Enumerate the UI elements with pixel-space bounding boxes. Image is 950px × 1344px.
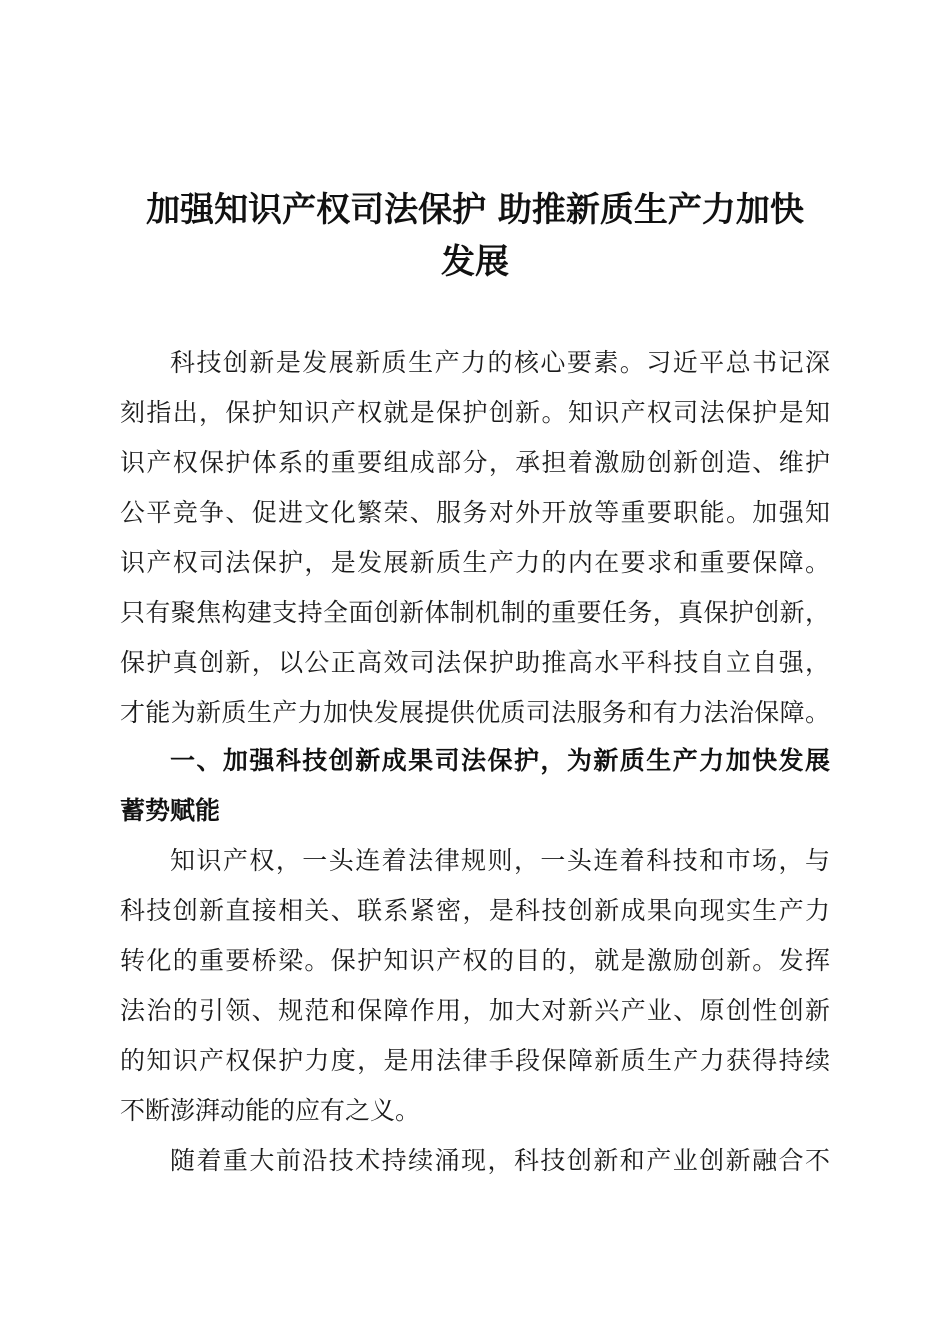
title-line-2: 发展	[441, 242, 509, 282]
paragraph2-line-5: 的知识产权保护力度，是用法律手段保障新质生产力获得持续	[120, 1046, 830, 1075]
paragraph2-line-4: 法治的引领、规范和保障作用，加大对新兴产业、原创性创新	[120, 996, 830, 1025]
paragraph1-line-3: 识产权保护体系的重要组成部分，承担着激励创新创造、维护	[120, 448, 830, 477]
document-title	[100, 184, 850, 288]
paragraph2-line-2: 科技创新直接相关、联系紧密，是科技创新成果向现实生产力	[120, 896, 830, 925]
paragraph2-line-1: 知识产权，一头连着法律规则，一头连着科技和市场，与	[170, 846, 830, 875]
paragraph1-line-6: 只有聚焦构建支持全面创新体制机制的重要任务，真保护创新，	[120, 598, 830, 627]
paragraph1-line-5: 识产权司法保护，是发展新质生产力的内在要求和重要保障。	[120, 548, 830, 577]
paragraph1-line-1: 科技创新是发展新质生产力的核心要素。习近平总书记深	[170, 348, 830, 377]
paragraph1-line-2: 刻指出，保护知识产权就是保护创新。知识产权司法保护是知	[120, 398, 830, 427]
paragraph1-line-7: 保护真创新，以公正高效司法保护助推高水平科技自立自强，	[120, 648, 830, 677]
section-heading-1-line-1: 一、加强科技创新成果司法保护，为新质生产力加快发展	[170, 746, 830, 775]
title-line-1: 加强知识产权司法保护 助推新质生产力加快	[146, 190, 804, 230]
paragraph3-line-1: 随着重大前沿技术持续涌现，科技创新和产业创新融合不	[170, 1146, 830, 1175]
paragraph2-line-6: 不断澎湃动能的应有之义。	[120, 1096, 421, 1125]
section-heading-1-line-2: 蓄势赋能	[120, 796, 221, 825]
paragraph2-line-3: 转化的重要桥梁。保护知识产权的目的，就是激励创新。发挥	[120, 946, 830, 975]
paragraph1-line-4: 公平竞争、促进文化繁荣、服务对外开放等重要职能。加强知	[120, 498, 830, 527]
paragraph1-line-8: 才能为新质生产力加快发展提供优质司法服务和有力法治保障。	[120, 698, 830, 727]
